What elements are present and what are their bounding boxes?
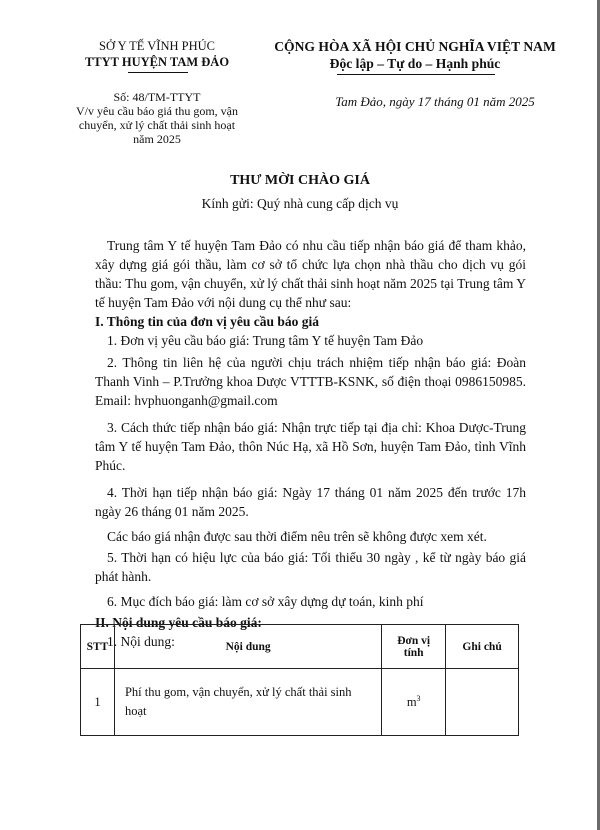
unit-base: m (406, 695, 417, 710)
cell-content-line: Phí thu gom, vận chuyển, xử lý chất thải sinh (124, 685, 352, 699)
unit-exponent: 3 (416, 693, 421, 703)
document-number: Số: 48/TM-TTYT (113, 90, 201, 104)
issuer-org-name: TTYT HUYỆN TAM ĐẢO (84, 55, 230, 69)
section-1-note: Các báo giá nhận được sau thời điểm nêu trên sẽ không được xem xét. (107, 529, 487, 544)
national-title: CỘNG HÒA XÃ HỘI CHỦ NGHĨA VIỆT NAM (274, 39, 556, 54)
column-header-note: Ghi chú (446, 625, 519, 669)
cell-unit (382, 669, 446, 736)
section-2-heading: II. Nội dung yêu cầu báo giá: (95, 615, 262, 630)
greeting: Kính gửi: Quý nhà cung cấp dịch vụ (201, 196, 399, 211)
document-body (95, 236, 526, 651)
section-1-item: 2. Thông tin liên hệ của người chịu trách nhiệm tiếp nhận báo giá: Đoàn Thanh Vinh – P.Trưởng khoa Dược VTTTB-KSNK, số điện thoại 0986150985. Email: hvphuonganh@gmail.com (95, 355, 526, 408)
intro-paragraph: Trung tâm Y tế huyện Tam Đảo có nhu cầu tiếp nhận báo giá để tham khảo, xây dựng giá gói thầu, làm cơ sở tổ chức lựa chọn nhà thầu cho dịch vụ gói thầu: Thu gom, vận chuyển, xử lý chất thải sinh hoạt năm 2025 tại Trung tâm Y tế huyện Tam Đảo với nội dung cụ thể như sau: (95, 238, 526, 310)
section-1-item: 4. Thời hạn tiếp nhận báo giá: Ngày 17 tháng 01 năm 2025 đến trước 17h ngày 26 tháng 01 năm 2025. (95, 485, 526, 519)
section-1-item: 5. Thời hạn có hiệu lực của báo giá: Tối thiểu 30 ngày , kể từ ngày báo giá phát hành. (95, 550, 526, 584)
section-1-item: 3. Cách thức tiếp nhận báo giá: Nhận trực tiếp tại địa chỉ: Khoa Dược-Trung tâm Y tế huyện Tam Đảo, thôn Núc Hạ, xã Hồ Sơn, huyện Tam Đảo, tỉnh Vĩnh Phúc. (95, 420, 526, 473)
issuer-parent-org: SỞ Y TẾ VĨNH PHÚC (99, 39, 215, 53)
cell-stt: 1 (81, 669, 115, 736)
issuer-underline (128, 72, 188, 73)
cell-content (114, 669, 381, 736)
cell-note (446, 669, 519, 736)
document-subject-line: V/v yêu cầu báo giá thu gom, vận (76, 104, 238, 118)
column-header-unit-line: Đơn vị (397, 634, 431, 647)
section-1-item: 1. Đơn vị yêu cầu báo giá: Trung tâm Y tế huyện Tam Đảo (107, 333, 424, 348)
column-header-content: Nội dung (114, 625, 381, 669)
motto-underline (337, 74, 495, 75)
section-1-item: 6. Mục đích báo giá: làm cơ sở xây dựng dự toán, kinh phí (107, 594, 424, 609)
column-header-unit-line: tính (403, 646, 424, 659)
date-line: Tam Đảo, ngày 17 tháng 01 năm 2025 (335, 94, 535, 109)
document-reference (48, 90, 266, 146)
table-row (81, 669, 519, 736)
document-subject-line: chuyển, xử lý chất thải sinh hoạt (78, 118, 236, 132)
section-2-subheading: 1. Nội dung: (107, 634, 175, 649)
issuer-header (48, 38, 266, 70)
national-header (260, 38, 570, 72)
cell-content-line: hoạt (124, 704, 147, 718)
column-header-stt: STT (81, 625, 115, 669)
national-motto: Độc lập – Tự do – Hạnh phúc (329, 56, 501, 71)
column-header-unit (382, 625, 446, 669)
table-header-row (81, 625, 519, 669)
section-1-heading: I. Thông tin của đơn vị yêu cầu báo giá (95, 314, 320, 329)
quote-items-table (80, 624, 519, 736)
document-title: THƯ MỜI CHÀO GIÁ (230, 173, 370, 188)
document-subject-line: năm 2025 (133, 132, 181, 146)
